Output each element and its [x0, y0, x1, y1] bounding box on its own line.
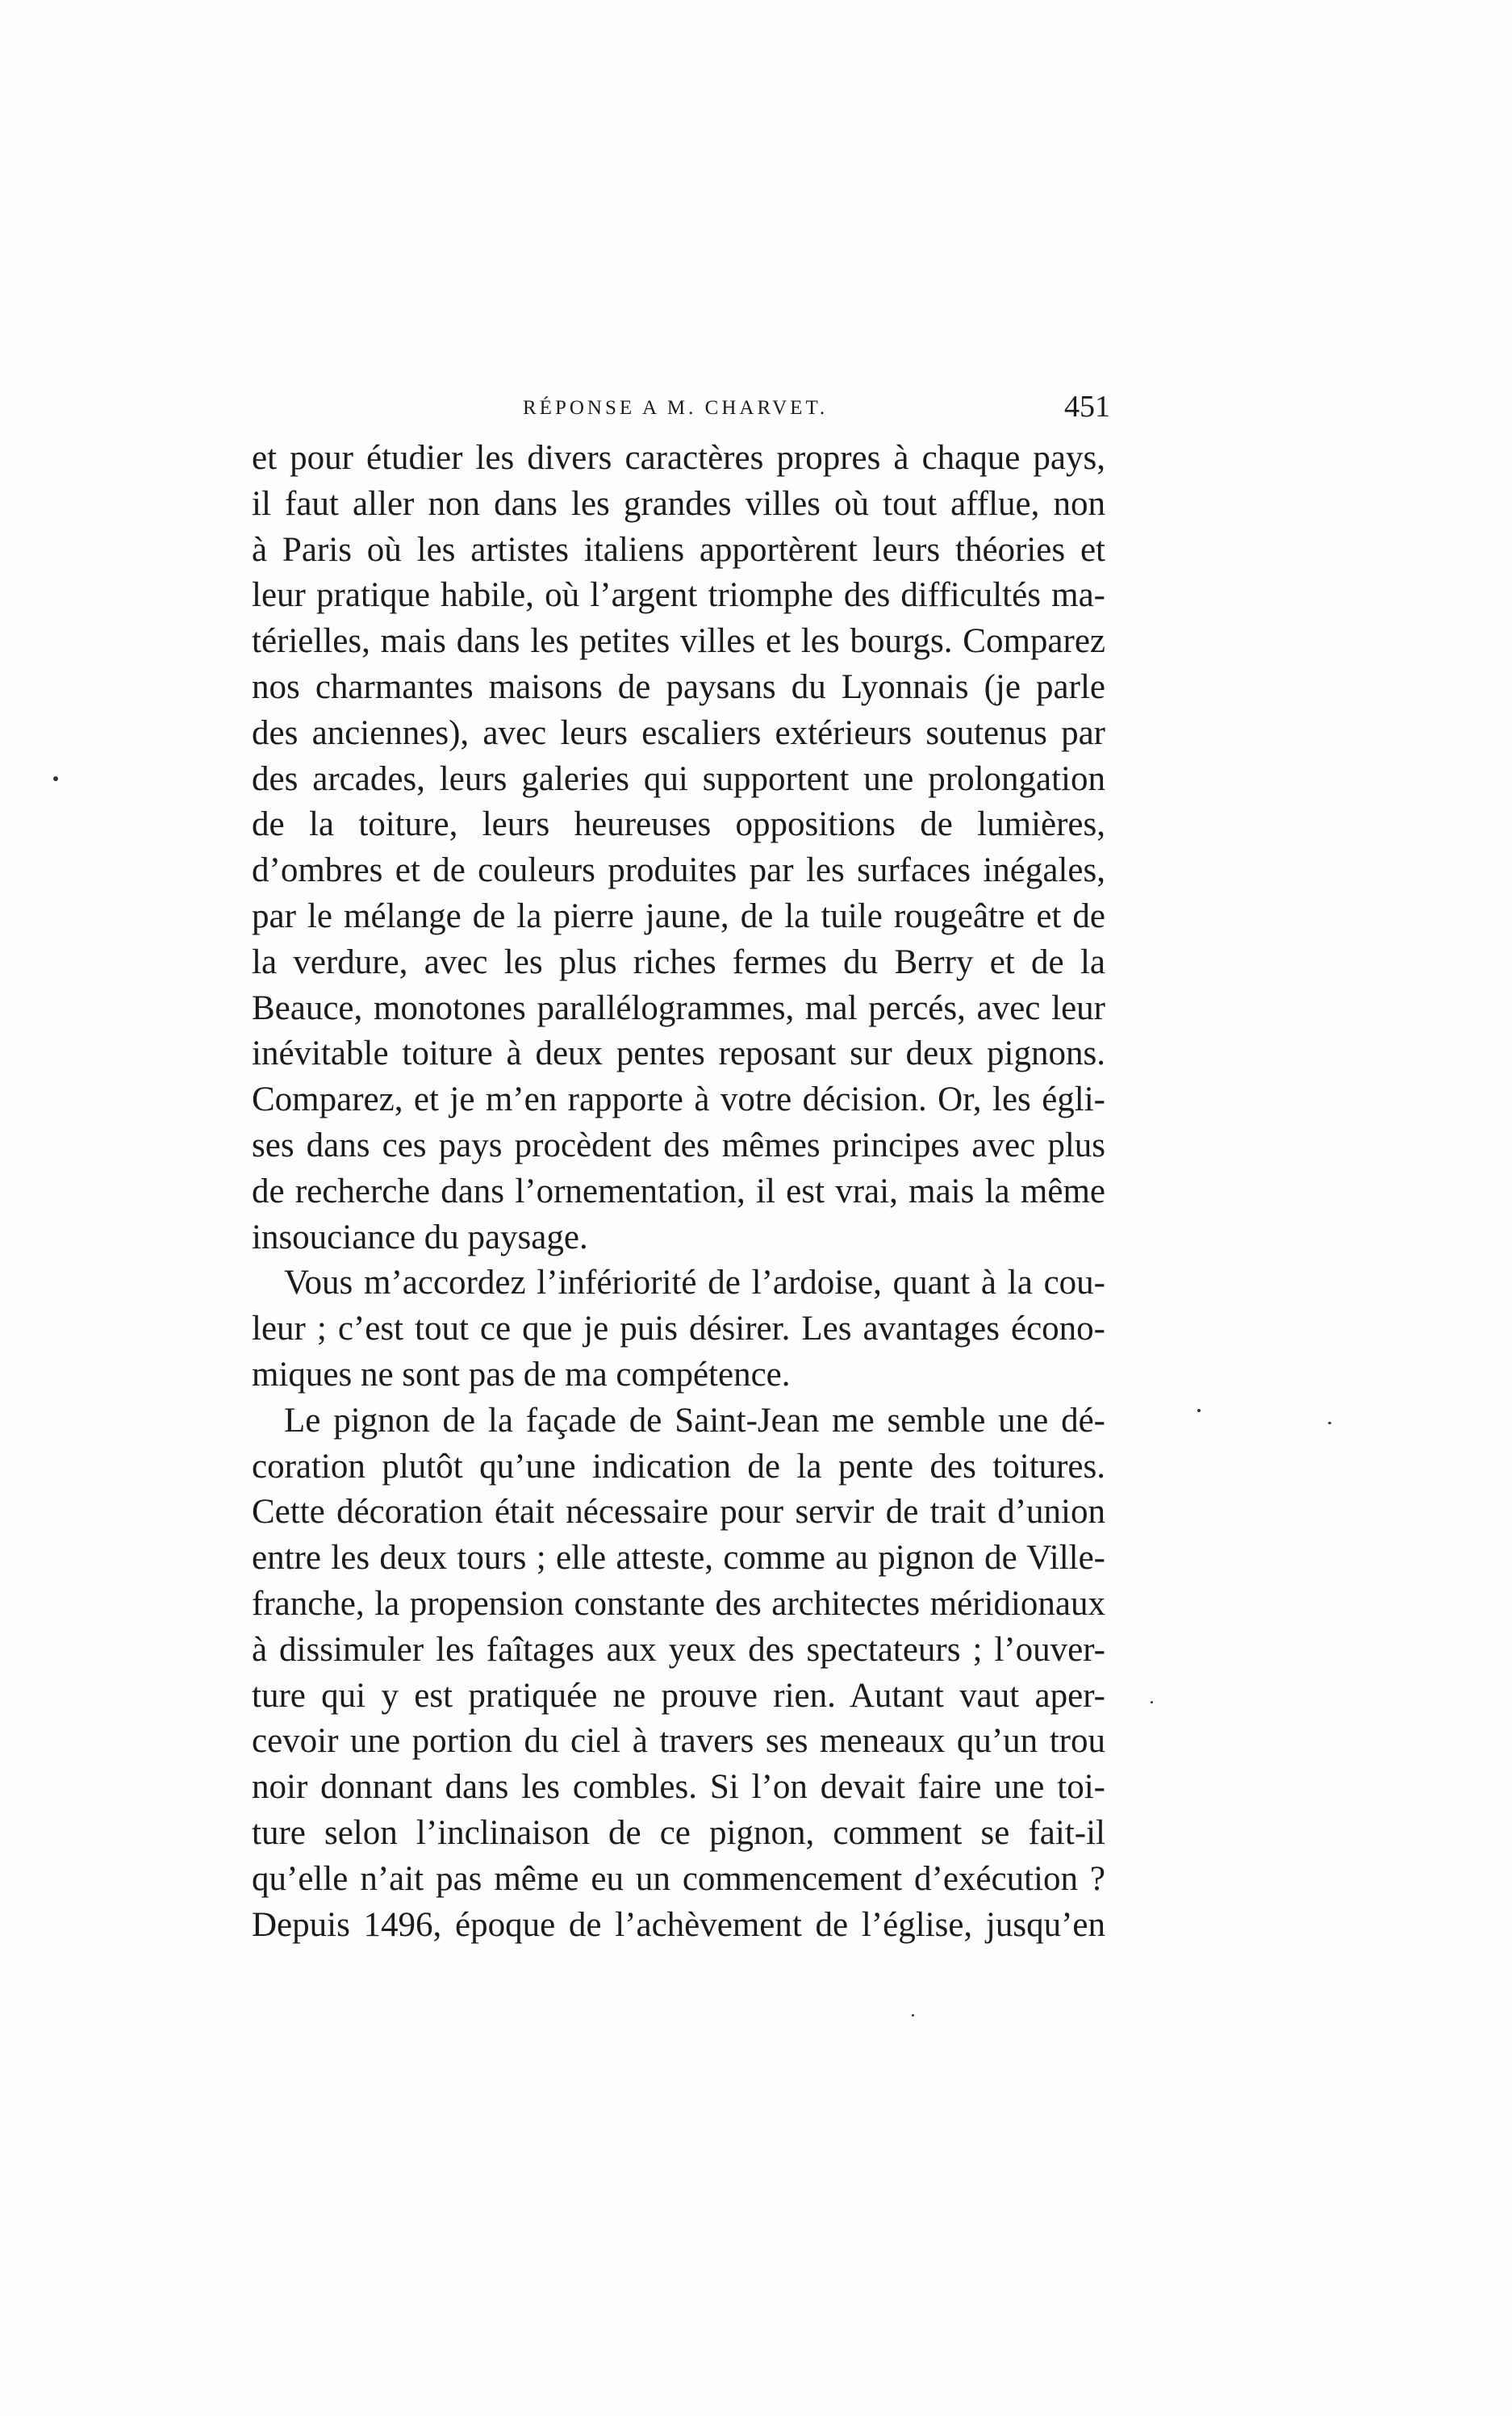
page-header — [252, 390, 1115, 434]
body-text — [252, 436, 1105, 1948]
text-line: entre les deux tours ; elle atteste, comme au pignon de Ville- — [252, 1539, 1105, 1578]
print-speck — [912, 2014, 914, 2017]
print-speck — [53, 776, 58, 781]
text-line: Beauce, monotones parallélogrammes, mal percés, avec leur — [252, 989, 1105, 1027]
paragraph-end-line: insouciance du paysage. — [252, 1218, 588, 1256]
text-line: des anciennes), avec leurs escaliers extérieurs soutenus par — [252, 713, 1105, 752]
text-line: à Paris où les artistes italiens apportèrent leurs théories et — [252, 530, 1105, 569]
paragraph-start-line: Vous m’accordez l’infériorité de l’ardoise, quant à la cou- — [284, 1264, 1105, 1302]
text-line: coration plutôt qu’une indication de la pente des toitures. — [252, 1447, 1105, 1486]
text-line: de la toiture, leurs heureuses oppositions de lumières, — [252, 805, 1105, 844]
text-line: ses dans ces pays procèdent des mêmes principes avec plus — [252, 1126, 1105, 1164]
paragraph-end-line: miques ne sont pas de ma compétence. — [252, 1355, 791, 1394]
print-speck — [1197, 1409, 1201, 1412]
text-line: noir donnant dans les combles. Si l’on devait faire une toi- — [252, 1768, 1105, 1807]
text-line: Comparez, et je m’en rapporte à votre décision. Or, les égli- — [252, 1081, 1105, 1119]
text-line: cevoir une portion du ciel à travers ses meneaux qu’un trou — [252, 1722, 1105, 1761]
text-line: des arcades, leurs galeries qui supportent une prolongation — [252, 759, 1105, 798]
text-line: et pour étudier les divers caractères propres à chaque pays, — [252, 439, 1105, 477]
text-line: la verdure, avec les plus riches fermes du Berry et de la — [252, 943, 1105, 981]
text-line: de recherche dans l’ornementation, il est vrai, mais la même — [252, 1172, 1105, 1210]
text-line: leur pratique habile, où l’argent triomphe des difficultés ma- — [252, 576, 1105, 615]
print-speck — [1328, 1422, 1331, 1424]
paragraph-start-line: Le pignon de la façade de Saint-Jean me semble une dé- — [284, 1401, 1105, 1440]
text-line: ture selon l’inclinaison de ce pignon, comment se fait-il — [252, 1813, 1105, 1852]
text-line: inévitable toiture à deux pentes reposant sur deux pignons. — [252, 1035, 1105, 1073]
text-line: ture qui y est pratiquée ne prouve rien. Autant vaut aper- — [252, 1676, 1105, 1715]
text-line: franche, la propension constante des architectes méridionaux — [252, 1584, 1105, 1623]
text-line: il faut aller non dans les grandes villes où tout afflue, non — [252, 484, 1105, 523]
text-line: d’ombres et de couleurs produites par les surfaces inégales, — [252, 851, 1105, 890]
page-number: 451 — [1064, 390, 1110, 424]
text-line: Cette décoration était nécessaire pour servir de trait d’union — [252, 1493, 1105, 1532]
text-line: à dissimuler les faîtages aux yeux des spectateurs ; l’ouver- — [252, 1630, 1105, 1669]
running-head: RÉPONSE A M. CHARVET. — [523, 397, 829, 419]
text-line: Depuis 1496, époque de l’achèvement de l’église, jusqu’en — [252, 1905, 1105, 1944]
text-line: leur ; c’est tout ce que je puis désirer. Les avantages écono- — [252, 1310, 1105, 1348]
print-speck — [1151, 1701, 1153, 1703]
text-line: qu’elle n’ait pas même eu un commencement d’exécution ? — [252, 1859, 1105, 1898]
text-line: térielles, mais dans les petites villes et les bourgs. Comparez — [252, 622, 1105, 661]
text-line: nos charmantes maisons de paysans du Lyonnais (je parle — [252, 667, 1105, 706]
text-line: par le mélange de la pierre jaune, de la tuile rougeâtre et de — [252, 897, 1105, 935]
